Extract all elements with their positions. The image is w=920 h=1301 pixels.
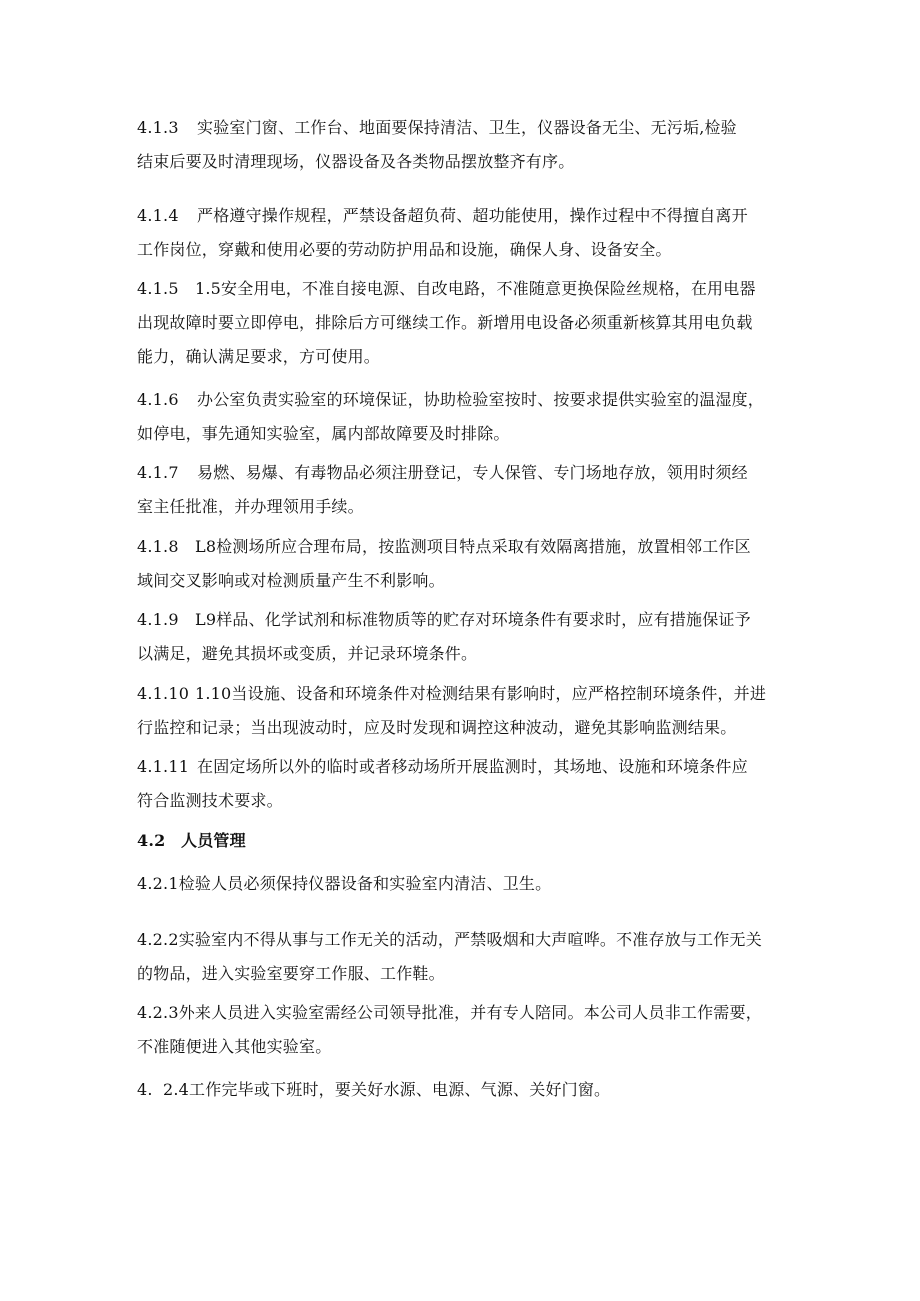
paragraph-4-1-5 xyxy=(137,272,787,374)
paragraph-4-1-11 xyxy=(137,750,787,818)
paragraph-line xyxy=(137,456,787,490)
paragraph-number: 4.1.6 xyxy=(137,390,179,409)
paragraph-4-2-2 xyxy=(137,923,787,991)
section-number: 4.2 xyxy=(137,831,166,850)
section-heading xyxy=(137,824,787,858)
paragraph-line xyxy=(137,603,787,637)
paragraph-line xyxy=(137,199,787,233)
paragraph-line: 工作岗位，穿戴和使用必要的劳动防护用品和设施，确保人身、设备安全。 xyxy=(137,240,672,259)
paragraph-line xyxy=(137,383,787,417)
paragraph-line xyxy=(137,111,787,145)
paragraph-line: 出现故障时要立即停电，排除后方可继续工作。新增用电设备必须重新核算其用电负载 xyxy=(137,313,753,332)
paragraph-line xyxy=(137,272,787,306)
paragraph-4-1-6 xyxy=(137,383,787,451)
paragraph-text: 1.10当设施、设备和环境条件对检测结果有影响时，应严格控制环境条件，并进 xyxy=(195,684,767,703)
paragraph-text: 在固定场所以外的临时或者移动场所开展监测时，其场地、设施和环境条件应 xyxy=(197,757,748,776)
paragraph-number: 4.1.4 xyxy=(137,206,179,225)
paragraph-number: 4.1.8 xyxy=(137,537,179,556)
paragraph-number: 4.1.5 xyxy=(137,279,179,298)
paragraph-4-1-9 xyxy=(137,603,787,671)
paragraph-line: 4.2.1检验人员必须保持仪器设备和实验室内清洁、卫生。 xyxy=(137,874,552,893)
paragraph-line: 4.2.3外来人员进入实验室需经公司领导批准，并有专人陪同。本公司人员非工作需要， xyxy=(137,1003,762,1022)
paragraph-number: 4.1.9 xyxy=(137,610,179,629)
paragraph-text: 实验室门窗、工作台、地面要保持清洁、卫生，仪器设备无尘、无污垢,检验 xyxy=(197,118,737,137)
paragraph-line xyxy=(137,1073,787,1107)
paragraph-4-2-1 xyxy=(137,867,787,901)
paragraph-4-1-8 xyxy=(137,530,787,598)
paragraph-line: 不准随便进入其他实验室。 xyxy=(137,1037,332,1056)
paragraph-4-2-3 xyxy=(137,996,787,1064)
paragraph-line: 室主任批准，并办理领用手续。 xyxy=(137,497,364,516)
paragraph-4-1-10 xyxy=(137,677,787,745)
section-title: 人员管理 xyxy=(181,831,246,850)
paragraph-4-1-7 xyxy=(137,456,787,524)
paragraph-line: 4.2.2实验室内不得从事与工作无关的活动，严禁吸烟和大声喧哗。不准存放与工作无关 xyxy=(137,930,762,949)
paragraph-4-2-4 xyxy=(137,1073,787,1107)
paragraph-text: 严格遵守操作规程，严禁设备超负荷、超功能使用，操作过程中不得擅自离开 xyxy=(197,206,748,225)
paragraph-text: L9样品、化学试剂和标准物质等的贮存对环境条件有要求时，应有措施保证予 xyxy=(195,610,751,629)
paragraph-line: 的物品，进入实验室要穿工作服、工作鞋。 xyxy=(137,964,445,983)
paragraph-text: L8检测场所应合理布局，按监测项目特点采取有效隔离措施，放置相邻工作区 xyxy=(195,537,751,556)
paragraph-line xyxy=(137,750,787,784)
paragraph-text: 易燃、易爆、有毒物品必须注册登记，专人保管、专门场地存放，领用时须经 xyxy=(197,463,748,482)
paragraph-number: 4. xyxy=(137,1080,153,1099)
paragraph-line: 域间交叉影响或对检测质量产生不利影响。 xyxy=(137,571,445,590)
paragraph-line: 如停电，事先通知实验室，属内部故障要及时排除。 xyxy=(137,424,510,443)
paragraph-text: 办公室负责实验室的环境保证，协助检验室按时、按要求提供实验室的温湿度， xyxy=(197,390,765,409)
paragraph-line: 行监控和记录；当出现波动时，应及时发现和调控这种波动，避免其影响监测结果。 xyxy=(137,718,737,737)
paragraph-number: 4.1.10 xyxy=(137,684,190,703)
paragraph-line: 以满足，避免其损坏或变质，并记录环境条件。 xyxy=(137,644,478,663)
section-heading-line xyxy=(137,824,787,858)
paragraph-4-1-3 xyxy=(137,111,787,179)
paragraph-line xyxy=(137,677,787,711)
paragraph-line: 符合监测技术要求。 xyxy=(137,791,283,810)
paragraph-number: 4.1.3 xyxy=(137,118,179,137)
paragraph-number: 4.1.11 xyxy=(137,757,190,776)
paragraph-text: 2.4工作完毕或下班时，要关好水源、电源、气源、关好门窗。 xyxy=(163,1080,611,1099)
paragraph-line xyxy=(137,530,787,564)
paragraph-text: 1.5安全用电，不准自接电源、自改电路，不准随意更换保险丝规格，在用电器 xyxy=(195,279,756,298)
paragraph-4-1-4 xyxy=(137,199,787,267)
paragraph-line: 能力，确认满足要求，方可使用。 xyxy=(137,347,381,366)
paragraph-number: 4.1.7 xyxy=(137,463,179,482)
paragraph-line: 结束后要及时清理现场，仪器设备及各类物品摆放整齐有序。 xyxy=(137,152,575,171)
